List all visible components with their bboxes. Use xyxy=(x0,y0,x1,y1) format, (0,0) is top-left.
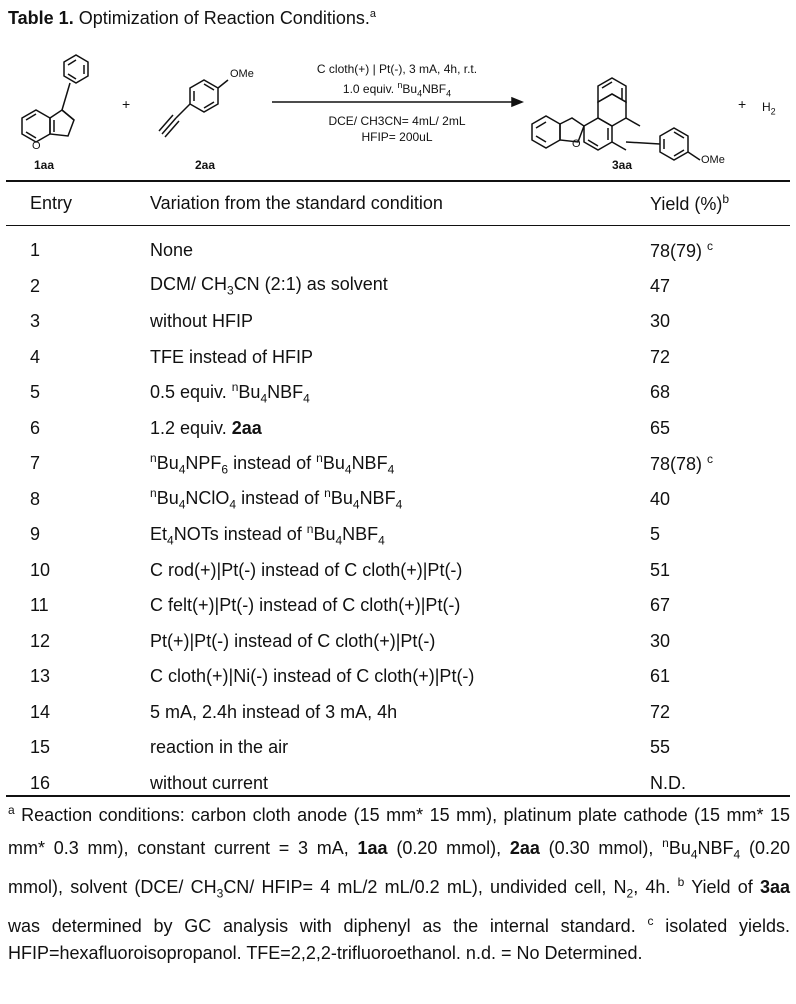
entry-cell: 15 xyxy=(30,737,51,758)
variation-cell: $Et_4NOTs$ instead of $^nBu_4NBF_4$ xyxy=(150,521,385,548)
variation-cell: $^nBu_4NClO_4$ instead of $^nBu_4NBF_4$ xyxy=(150,486,403,513)
yield-cell: 47 xyxy=(650,275,671,296)
yield-cell: 40 xyxy=(650,488,671,509)
yield-cell: 65 xyxy=(650,417,671,438)
yield-cell: 72 xyxy=(650,346,671,367)
condition-line-1: C cloth(+) | Pt(-), 3 mA, 4h, r.t. xyxy=(316,62,478,76)
table-row xyxy=(6,482,790,518)
table-row xyxy=(6,340,790,376)
plus-sign-2: + xyxy=(738,96,747,112)
reaction-arrow xyxy=(272,98,522,106)
variation-cell: Pt(+)|Pt(-) instead of C cloth(+)|Pt(-) xyxy=(150,630,436,651)
entry-cell: 1 xyxy=(30,240,41,261)
table-title xyxy=(8,8,376,29)
variation-cell: $^nBu_4NPF_6$ instead of $^nBu_4NBF_4$ xyxy=(150,450,395,477)
table-row xyxy=(6,553,790,589)
structure-1aa xyxy=(22,55,88,142)
variation-cell: without current xyxy=(150,772,269,793)
table-title-label: Table 1. xyxy=(8,8,74,28)
table-row xyxy=(6,695,790,731)
entry-cell: 9 xyxy=(30,524,41,545)
condition-line-3: DCE/ CH3CN= 4mL/ 2mL xyxy=(328,114,466,128)
header-yield: Yield (%)$^b$ xyxy=(650,192,730,214)
yield-cell: 51 xyxy=(650,559,671,580)
label-2aa: 2aa xyxy=(195,158,216,172)
table-row xyxy=(6,517,790,553)
entry-cell: 13 xyxy=(30,666,51,687)
table-footnote: $^a$ Reaction conditions: carbon cloth anode (15 mm* 15 mm), platinum plate cathode (15 mm* 15 mm* 0.3 mm), constant current = 3 mA, 1aa (0.20 mmol), 2aa (0.30 mmol), $^nBu_4NBF_4$ (0.20 mmol), solvent (DCE/ $CH_3CN/$ HFIP= 4 mL/2 mL/0.2 mL), undivided cell, $N_2$, 4h. $^b$ Yield of 3aa was determined by GC analysis with diphenyl as the internal standard. $^c$ isolated yields. HFIP=hexafluoroisopropanol. TFE=2,2,2-trifluoroethanol. n.d. = No Determined. xyxy=(8,803,791,964)
yield-cell: 68 xyxy=(650,382,671,403)
variation-cell: DCM/ $CH_3CN$ (2:1) as solvent xyxy=(150,274,388,299)
table-row xyxy=(6,304,790,340)
table-row xyxy=(6,411,790,447)
entry-cell: 5 xyxy=(30,382,41,403)
variation-cell: TFE instead of HFIP xyxy=(150,346,314,367)
table-row xyxy=(6,730,790,766)
entry-cell: 4 xyxy=(30,346,41,367)
entry-cell: 14 xyxy=(30,701,51,722)
header-entry: Entry xyxy=(30,193,73,213)
reaction-scheme-drawing xyxy=(0,36,796,178)
table-row xyxy=(6,375,790,411)
condition-line-2: 1.0 equiv. $^nBu_4NBF_4$ xyxy=(342,80,452,99)
variation-cell: reaction in the air xyxy=(150,737,289,758)
yield-cell: 78(79) $^c$ xyxy=(650,239,714,262)
yield-cell: 55 xyxy=(650,737,671,758)
variation-cell: 1.2 equiv. 2aa xyxy=(150,417,262,438)
o-label-1aa: O xyxy=(32,140,41,152)
condition-line-4: HFIP= 200uL xyxy=(361,130,433,144)
yield-cell: 61 xyxy=(650,666,671,687)
entry-cell: 11 xyxy=(30,595,49,616)
variation-cell: C felt(+)|Pt(-) instead of C cloth(+)|Pt(-) xyxy=(150,595,461,616)
entry-cell: 10 xyxy=(30,559,51,580)
ome-label-3aa: OMe xyxy=(701,154,725,166)
optimization-table xyxy=(6,182,790,801)
variation-cell: C rod(+)|Pt(-) instead of C cloth(+)|Pt(-) xyxy=(150,559,463,580)
label-1aa: 1aa xyxy=(34,158,55,172)
table-row xyxy=(6,446,790,482)
yield-cell: 30 xyxy=(650,311,671,332)
table-row xyxy=(6,624,790,660)
header-variation: Variation from the standard condition xyxy=(150,193,443,213)
variation-cell: 0.5 equiv. $^nBu_4NBF_4$ xyxy=(150,379,310,406)
variation-cell: 5 mA, 2.4h instead of 3 mA, 4h xyxy=(150,701,398,722)
variation-cell: C cloth(+)|Ni(-) instead of C cloth(+)|Pt(-) xyxy=(150,666,475,687)
yield-cell: 78(78) $^c$ xyxy=(650,452,714,475)
yield-cell: 67 xyxy=(650,595,671,616)
entry-cell: 7 xyxy=(30,453,41,474)
yield-cell: 30 xyxy=(650,630,671,651)
title-footnote-mark: a xyxy=(369,8,376,20)
table-title-text: Optimization of Reaction Conditions. xyxy=(78,8,370,28)
entry-cell: 2 xyxy=(30,275,41,296)
entry-cell: 12 xyxy=(30,630,51,651)
reaction-scheme xyxy=(0,36,796,178)
variation-cell: without HFIP xyxy=(150,311,254,332)
yield-cell: N.D. xyxy=(650,772,686,793)
table-row xyxy=(6,225,790,269)
label-3aa: 3aa xyxy=(612,158,633,172)
table-header-row xyxy=(6,182,790,225)
variation-cell: None xyxy=(150,240,194,261)
ome-label-2aa: OMe xyxy=(230,68,254,80)
plus-sign-1: + xyxy=(122,96,131,112)
yield-cell: 5 xyxy=(650,524,661,545)
entry-cell: 16 xyxy=(30,772,51,793)
yield-cell: 72 xyxy=(650,701,671,722)
structure-2aa xyxy=(159,80,228,137)
entry-cell: 8 xyxy=(30,488,41,509)
o-label-3aa: O xyxy=(572,138,581,150)
table-row xyxy=(6,766,790,802)
table-row xyxy=(6,659,790,695)
entry-cell: 3 xyxy=(30,311,41,332)
entry-cell: 6 xyxy=(30,417,41,438)
byproduct-h2: $H_2$ xyxy=(762,100,776,117)
table-row xyxy=(6,269,790,305)
structure-3aa xyxy=(532,78,700,160)
table-row xyxy=(6,588,790,624)
